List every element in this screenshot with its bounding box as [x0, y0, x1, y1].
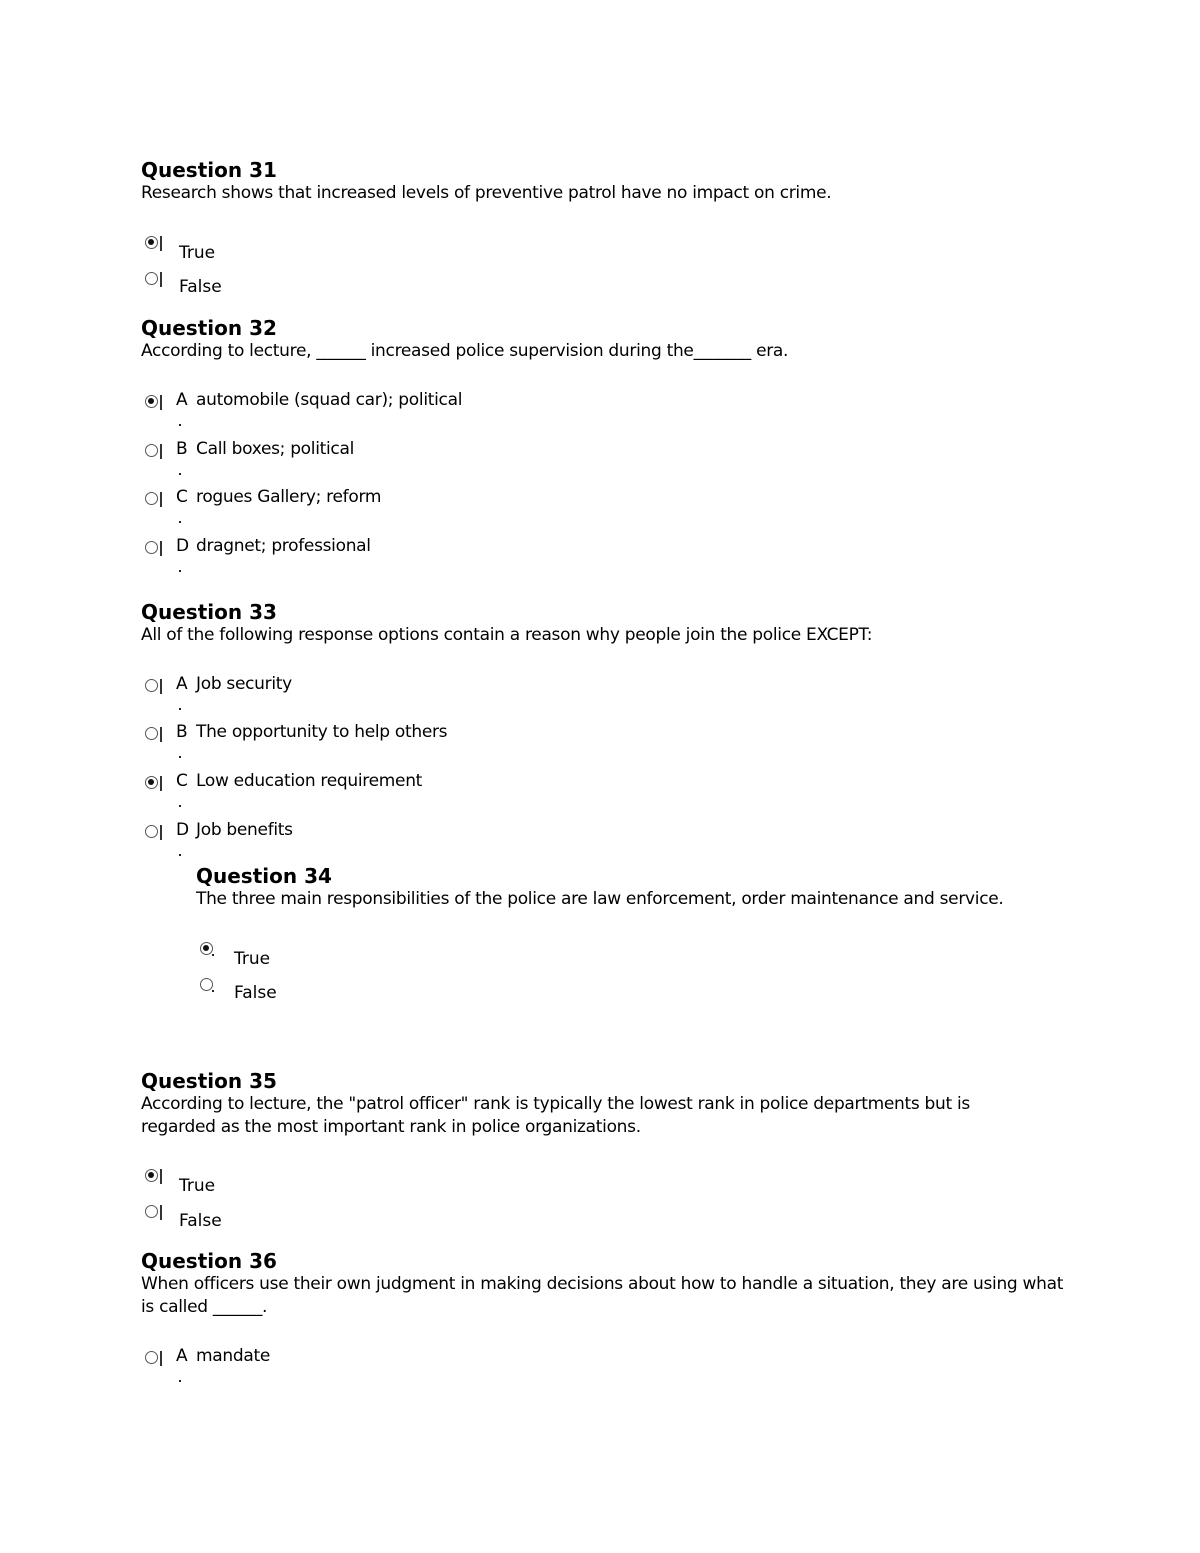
option-letter: A: [176, 674, 188, 694]
option-letter: B: [176, 439, 188, 459]
option-label: True: [179, 1176, 216, 1196]
option-dot: [179, 424, 181, 426]
radio-q33-d[interactable]: [145, 825, 158, 838]
question-34: [196, 864, 1096, 911]
option-text: automobile (squad car); political: [196, 390, 463, 410]
option-letter: B: [176, 722, 188, 742]
option-label: False: [179, 1211, 222, 1231]
option-text: The opportunity to help others: [196, 722, 448, 742]
radio-q31-true[interactable]: [145, 236, 158, 249]
option-dot: [179, 1380, 181, 1382]
option-dot: [179, 756, 181, 758]
option-letter: C: [176, 771, 188, 791]
option-text: Call boxes; political: [196, 439, 355, 459]
option-text: Low education requirement: [196, 771, 423, 791]
option-dot: [179, 708, 181, 710]
radio-q32-d[interactable]: [145, 541, 158, 554]
option-dot: [179, 854, 181, 856]
question-title: Question 31: [141, 158, 277, 182]
question-text: The three main responsibilities of the police are law enforcement, order maintenance and service.: [196, 889, 1004, 909]
radio-q35-false[interactable]: [145, 1205, 158, 1218]
question-title: Question 34: [196, 864, 332, 888]
question-title: Question 32: [141, 316, 277, 340]
option-label: False: [234, 983, 277, 1003]
option-text: rogues Gallery; reform: [196, 487, 382, 507]
question-32: [141, 316, 1101, 363]
radio-q32-c[interactable]: [145, 492, 158, 505]
option-label: True: [234, 949, 271, 969]
radio-tick: [212, 990, 214, 992]
question-33: [141, 600, 1101, 647]
option-letter: D: [176, 536, 189, 556]
question-text: All of the following response options contain a reason why people join the police EXCEPT:: [141, 625, 873, 645]
question-text: When officers use their own judgment in making decisions about how to handle a situation, they are using what is called ______.: [141, 1274, 1064, 1317]
option-dot: [179, 473, 181, 475]
question-36: [141, 1249, 1081, 1319]
question-text: According to lecture, the "patrol officer" rank is typically the lowest rank in police departments but is regarded as the most important rank in police organizations.: [141, 1094, 970, 1137]
option-text: Job security: [196, 674, 292, 694]
option-label: False: [179, 277, 222, 297]
radio-q36-a[interactable]: [145, 1351, 158, 1364]
radio-q33-a[interactable]: [145, 679, 158, 692]
option-dot: [179, 805, 181, 807]
radio-q32-a[interactable]: [145, 395, 158, 408]
option-dot: [179, 521, 181, 523]
question-title: Question 35: [141, 1069, 277, 1093]
question-title: Question 33: [141, 600, 277, 624]
radio-q33-c[interactable]: [145, 776, 158, 789]
option-letter: C: [176, 487, 188, 507]
option-letter: A: [176, 390, 188, 410]
radio-q32-b[interactable]: [145, 444, 158, 457]
question-text: According to lecture, ______ increased police supervision during the_______ era.: [141, 341, 789, 361]
radio-q33-b[interactable]: [145, 727, 158, 740]
option-text: Job benefits: [196, 820, 293, 840]
option-text: mandate: [196, 1346, 270, 1366]
radio-tick: [212, 954, 214, 956]
question-text: Research shows that increased levels of preventive patrol have no impact on crime.: [141, 183, 832, 203]
option-dot: [179, 570, 181, 572]
question-35: [141, 1069, 1021, 1139]
question-31: [141, 158, 1101, 205]
radio-q31-false[interactable]: [145, 272, 158, 285]
option-text: dragnet; professional: [196, 536, 371, 556]
option-label: True: [179, 243, 216, 263]
radio-q35-true[interactable]: [145, 1169, 158, 1182]
option-letter: A: [176, 1346, 188, 1366]
option-letter: D: [176, 820, 189, 840]
question-title: Question 36: [141, 1249, 277, 1273]
